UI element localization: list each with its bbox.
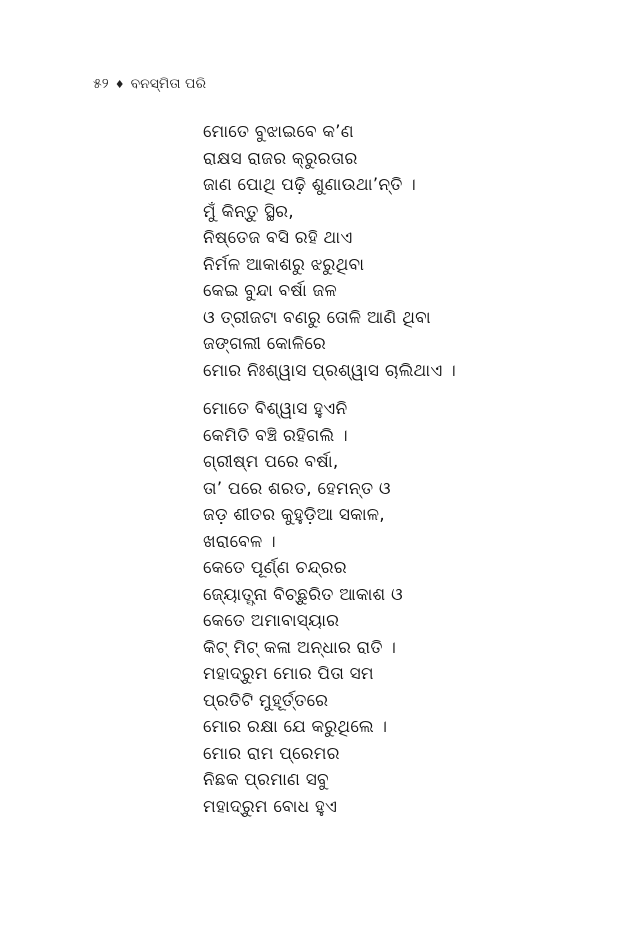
poem-line: ଓ ତ୍ରୀଜଟା ବଣରୁ ତୋଳି ଆଣି ଥିବା: [203, 307, 431, 328]
poem-line: ପ୍ରତିଟି ମୁହୂର୍ତ୍ତରେ: [203, 690, 329, 711]
poem-line: ନିର୍ମଳ ଆକାଶରୁ ଝରୁଥିବା: [203, 254, 365, 275]
poem-line: ରାକ୍ଷସ ରାଜର କ୍ରୁରତାର: [203, 148, 358, 169]
poem-line: ମହାଦ୍ରୁମ ମୋର ପିତା ସମ: [203, 664, 374, 684]
poem-line: ମୋର ରାମ ପ୍ରେମର: [203, 743, 340, 764]
diamond-separator-icon: ♦: [114, 78, 125, 91]
poem-body: [203, 119, 623, 820]
poem-line: ମୁଁ କିନ୍ତୁ ସ୍ଥିର,: [203, 201, 294, 222]
poem-line: ଜାଣ ପୋଥି ପଢ଼ି ଶୁଣାଉଥା’ନ୍ତି ।: [203, 175, 417, 195]
poem-line: ମୋର ରକ୍ଷା ଯେ କରୁଥିଲେ ।: [203, 717, 388, 737]
poem-line: ଖରାବେଳ ।: [203, 531, 276, 552]
stanza-1: [203, 119, 623, 384]
poem-line: ତା’ ପରେ ଶରତ, ହେମନ୍ତ ଓ: [203, 478, 391, 499]
poem-line: କେତେ ପୂର୍ଣ୍ଣ ଚନ୍ଦ୍ରର: [203, 558, 347, 578]
poem-line: ମୋତେ ବୁଝାଇବେ କ’ଣ: [203, 122, 354, 142]
poem-line: କେଇ ବୁନ୍ଦା ବର୍ଷା ଜଳ: [203, 281, 337, 301]
poem-line: କିଟ୍ ମିଟ୍ କଳା ଅନ୍ଧାର ରାତି ।: [203, 637, 397, 658]
poem-line: ନିଷ୍ତେଜ ବସି ରହି ଥାଏ: [203, 228, 353, 248]
poem-line: ଜ୍ୟୋତ୍ସ୍ନା ବିଚ୍ଛୁରିତ ଆକାଶ ଓ: [203, 584, 403, 605]
stanza-2: [203, 396, 623, 820]
poem-line: ମୋତେ ବିଶ୍ୱାସ ହୁଏନି: [203, 399, 348, 419]
poem-line: ମହାଦ୍ରୁମ ବୋଧ ହୁଏ: [203, 796, 338, 817]
poem-line: ମୋର ନିଃଶ୍ୱାସ ପ୍ରଶ୍ୱାସ ଚାଲିଥାଏ ।: [203, 360, 456, 381]
book-title: ବନସ୍ମିତା ପରି: [130, 76, 207, 92]
poem-line: ଗ୍ରୀଷ୍ମ ପରେ ବର୍ଷା,: [203, 452, 339, 472]
poem-line: କେମିତି ବଞ୍ଚି ରହିଗଲି ।: [203, 425, 348, 446]
poem-line: କେତେ ଅମାବାସ୍ୟାର: [203, 611, 340, 631]
running-head: [93, 75, 206, 94]
poem-line: ଜଙ୍ଗଲୀ କୋଳିରେ: [203, 334, 327, 354]
poem-line: ନିଛକ ପ୍ରମାଣ ସବୁ: [203, 770, 329, 790]
page-number: ୫୨: [93, 76, 109, 92]
poem-line: ଜଡ଼ ଶୀତର କୁହୁଡ଼ିଆ ସକାଳ,: [203, 505, 385, 525]
